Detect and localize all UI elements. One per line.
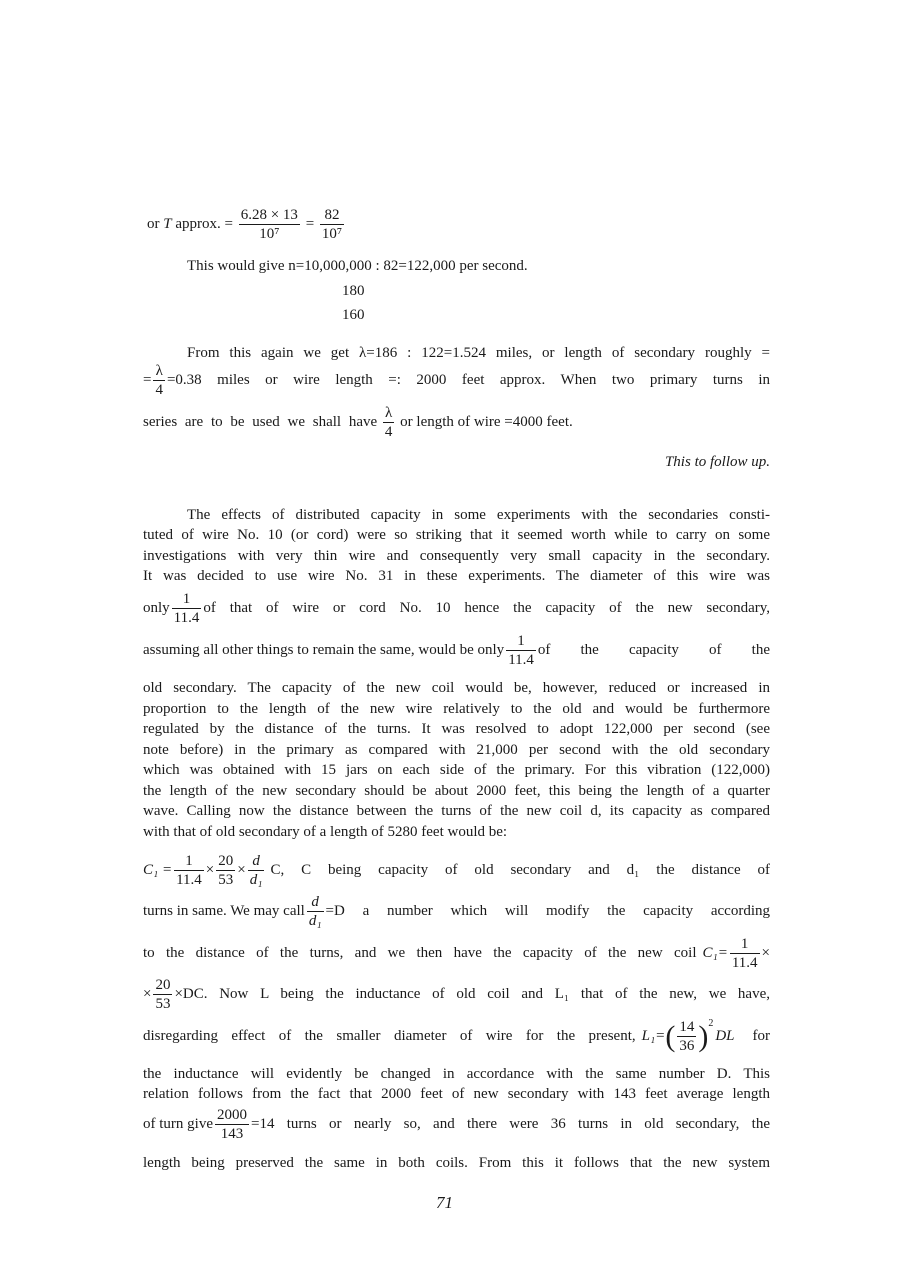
- eq-equals: =: [305, 215, 315, 232]
- only-text: of that of wire or cord No. 10 hence the capacity of the new secondary,: [203, 600, 770, 616]
- eq-variable: T: [163, 215, 172, 232]
- distance-lhs: C₁=: [702, 945, 728, 961]
- turn-count-line: [143, 1106, 770, 1143]
- c1-f1-num: 1: [185, 853, 193, 869]
- inductance-exponent: 2: [708, 1018, 714, 1029]
- only-frac-num: 1: [182, 591, 191, 607]
- inductance-line: [143, 1018, 770, 1055]
- times-symbol: ×: [237, 862, 246, 878]
- times-symbol: ×: [205, 862, 215, 878]
- dc-frac-num: 20: [155, 977, 171, 993]
- only-fraction: [172, 590, 202, 627]
- series-frac-num: λ: [385, 405, 393, 421]
- para2-line-4: note before) in the primary as compared with 21,000 per second with the old secondary: [143, 742, 770, 758]
- turn-frac-den: 143: [215, 1124, 249, 1143]
- inductance-text: disregarding effect of the smaller diameter of wire for the present,: [143, 1028, 636, 1044]
- eq-approx-text: approx. =: [175, 215, 233, 232]
- c1-f2-den: 53: [218, 872, 234, 888]
- para3-line-1: the inductance will evidently be changed in accordance with the same number D. This: [143, 1066, 770, 1082]
- c1-lhs: C₁ =: [143, 862, 173, 878]
- dc-text: ×DC. Now L being the inductance of old coil and L₁ that of the new, we have,: [174, 986, 770, 1002]
- page-number: 71: [436, 1193, 453, 1212]
- dc-fraction: [153, 976, 172, 1013]
- assuming-after: of the capacity of the: [537, 642, 770, 658]
- distance-tail: ×: [761, 945, 770, 961]
- wavelength-line: From this again we get λ=186 : 122=1.524 miles, or length of secondary roughly =: [187, 345, 770, 361]
- turn-frac-num: 2000: [216, 1107, 247, 1123]
- left-paren: (: [665, 1019, 676, 1053]
- eq-fraction-1: [239, 206, 300, 243]
- para2-line-7: wave. Calling now the distance between the turns of the new coil d, its capacity as compared: [143, 803, 770, 819]
- series-text-after: or length of wire =4000 feet.: [400, 413, 573, 430]
- c1-text: C, C being capacity of old secondary and d₁ the distance of: [270, 862, 770, 878]
- turns-frac-den: d₁: [308, 913, 322, 929]
- dc-prefix: ×: [143, 986, 152, 1002]
- wire-length-line: [143, 362, 770, 399]
- para2-line-3: regulated by the distance of the turns. It was resolved to adopt 122,000 per second (see: [143, 721, 770, 737]
- distance-frac-num: 1: [740, 936, 749, 952]
- eq-fraction-2-num: 82: [324, 207, 340, 223]
- c1-fraction-2: [216, 852, 235, 889]
- c1-f1-den: 11.4: [176, 872, 202, 888]
- turn-after: =14 turns or nearly so, and there were 36 turns in old secondary, the: [250, 1116, 770, 1132]
- para2-line-2: proportion to the length of the new wire relatively to the old and would be furthermore: [143, 701, 770, 717]
- assuming-text: assuming all other things to remain the same, would be only: [143, 642, 505, 658]
- margin-number-180: 180: [342, 283, 365, 299]
- wire-line-prefix: =: [143, 372, 152, 388]
- capacity-equation-line: [143, 852, 770, 889]
- follow-up-note: This to follow up.: [664, 454, 770, 470]
- dc-frac-den: 53: [155, 996, 171, 1012]
- para3-line-2: relation follows from the fact that 2000 feet of new secondary with 143 feet average length: [143, 1086, 770, 1102]
- distance-line: [143, 935, 770, 972]
- turns-frac-num: d: [311, 894, 319, 910]
- inductance-lhs: L₁=: [641, 1028, 666, 1044]
- c1-f2-num: 20: [218, 853, 234, 869]
- series-line: [143, 404, 573, 441]
- assuming-line: [143, 632, 770, 669]
- only-line: [143, 590, 770, 627]
- inductance-tail: for: [752, 1028, 770, 1044]
- series-fraction: [383, 404, 395, 441]
- inductance-frac-num: 14: [679, 1019, 695, 1035]
- eq-fraction-2: [320, 206, 344, 243]
- para2-line-8: with that of old secondary of a length of 5280 feet would be:: [143, 824, 508, 840]
- c1-fraction-1: [174, 852, 204, 889]
- para1-line-2: tuted of wire No. 10 (or cord) were so striking that it seemed worth while to carry on some: [143, 527, 770, 543]
- para1-line-4: It was decided to use wire No. 31 in these experiments. The diameter of this wire was: [143, 568, 770, 584]
- inductance-dl: DL: [715, 1028, 735, 1044]
- turns-after: =D a number which will modify the capacity according: [325, 903, 770, 919]
- para2-line-6: the length of the new secondary should be about 2000 feet, this being the length of a quarter: [143, 783, 770, 799]
- para2-line-5: which was obtained with 15 jars on each side of the primary. For this vibration (122,000): [143, 762, 770, 778]
- lambda-num: λ: [155, 363, 163, 379]
- only-prefix: only: [143, 600, 170, 616]
- margin-number-160: 160: [342, 307, 365, 323]
- lambda-over-four: [153, 362, 165, 399]
- assuming-fraction: [506, 632, 536, 669]
- assuming-frac-num: 1: [517, 633, 525, 649]
- frequency-line: This would give n=10,000,000 : 82=122,000 per second.: [187, 258, 528, 274]
- para1-line-1: The effects of distributed capacity in some experiments with the secondaries consti-: [187, 507, 770, 523]
- inductance-frac-den: 36: [679, 1038, 695, 1054]
- eq-fraction-1-num: 6.28 × 13: [240, 207, 298, 223]
- series-text-before: series are to be used we shall have: [143, 413, 378, 430]
- inductance-fraction: [677, 1018, 696, 1055]
- lambda-den: 4: [155, 382, 163, 398]
- distance-fraction: [730, 935, 760, 972]
- distance-frac-den: 11.4: [731, 955, 758, 971]
- turn-fraction: [215, 1106, 249, 1143]
- turns-before: turns in same. We may call: [143, 903, 305, 919]
- c1-f3-den: d₁: [249, 872, 263, 888]
- right-paren: ): [698, 1019, 709, 1053]
- turn-before: of turn give: [143, 1116, 213, 1132]
- wire-line-text: =0.38 miles or wire length =: 2000 feet approx. When two primary turns in: [166, 372, 770, 388]
- only-frac-den: 11.4: [173, 610, 200, 626]
- eq-prefix: or: [147, 215, 160, 232]
- eq-fraction-2-den: 10⁷: [321, 226, 343, 242]
- turns-line: [143, 893, 770, 930]
- dc-line: [143, 976, 770, 1013]
- eq-fraction-1-den: 10⁷: [239, 224, 300, 243]
- last-line: length being preserved the same in both coils. From this it follows that the new system: [143, 1155, 770, 1171]
- c1-fraction-3: [248, 852, 265, 889]
- distance-text: to the distance of the turns, and we then have the capacity of the new coil: [143, 945, 697, 961]
- c1-f3-num: d: [252, 853, 260, 869]
- para2-line-1: old secondary. The capacity of the new coil would be, however, reduced or increased in: [143, 680, 770, 696]
- series-frac-den: 4: [384, 424, 393, 440]
- equation-period: [147, 206, 346, 243]
- assuming-frac-den: 11.4: [508, 652, 534, 668]
- para1-line-3: investigations with very thin wire and consequently very small capacity in the secondary.: [143, 548, 770, 564]
- d-over-d1: [307, 893, 324, 930]
